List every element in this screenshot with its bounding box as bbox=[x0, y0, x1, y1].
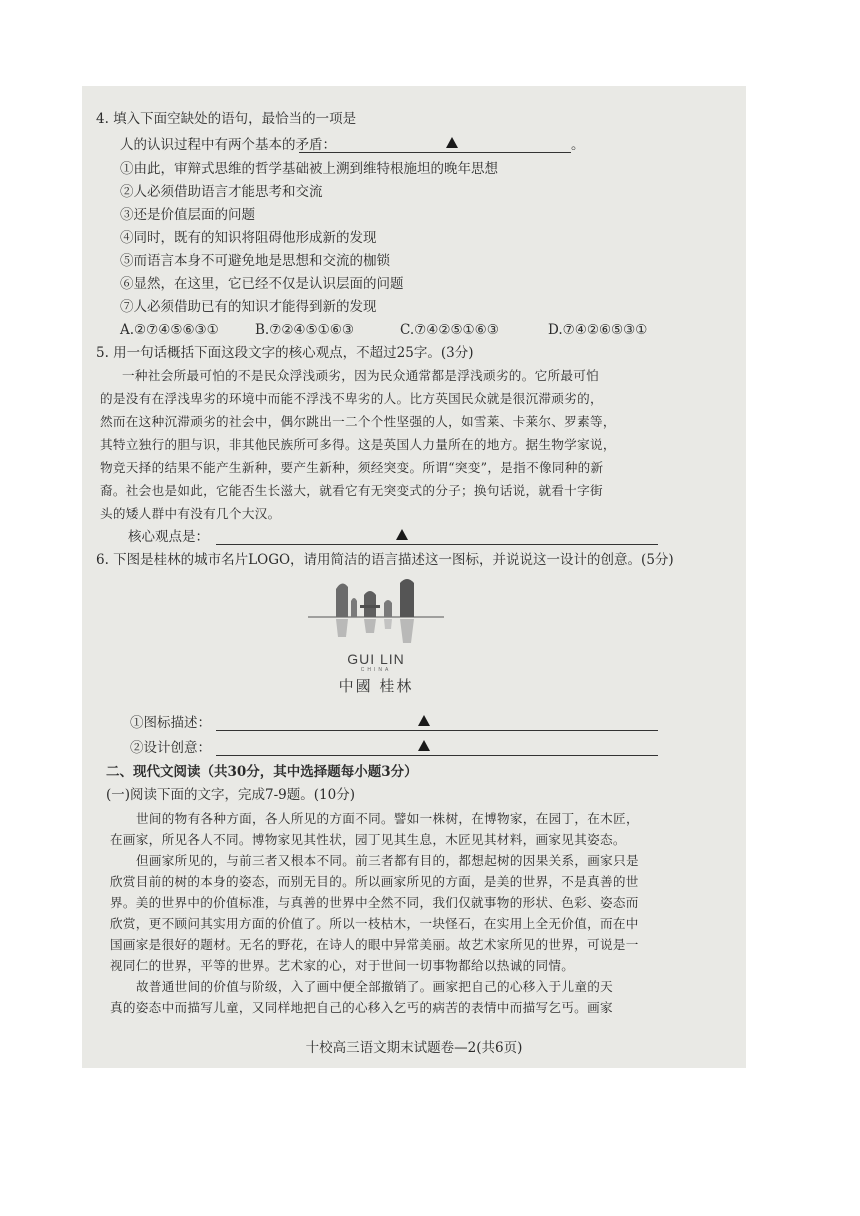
q4-choice-c: C.⑦④②⑤①⑥③ bbox=[400, 322, 499, 338]
q4-option: ②人必须借助语言才能思考和交流 bbox=[120, 184, 323, 200]
q4-option: ①由此，审辩式思维的哲学基础被上溯到维特根施坦的晚年思想 bbox=[120, 161, 498, 177]
q4-prompt: 人的认识过程中有两个基本的矛盾： bbox=[120, 137, 336, 153]
q5-passage-line: 一种社会所最可怕的不是民众浮浅顽劣，因为民众通常都是浮浅顽劣的。它所最可怕 bbox=[122, 368, 600, 383]
section2-title: 二、现代文阅读（共30分，其中选择题每小题3分） bbox=[106, 764, 418, 780]
q5-passage-line: 其特立独行的胆与识，非其他民族所可多得。这是英国人力量所在的地方。据生物学家说， bbox=[100, 437, 616, 452]
passage-line: 故普通世间的价值与阶级，入了画中便全部撤销了。画家把自己的心移入于儿童的天 bbox=[136, 979, 614, 994]
q5-passage-line: 然而在这种沉滞顽劣的社会中，偶尔跳出一二个个性坚强的人，如雪莱、卡莱尔、罗素等， bbox=[100, 414, 616, 429]
triangle-marker-icon bbox=[418, 715, 430, 726]
passage-line: 国画家是很好的题材。无名的野花，在诗人的眼中异常美丽。故艺术家所见的世界，可说是一 bbox=[110, 937, 639, 952]
logo-chinese-text: 中國 桂林 bbox=[338, 677, 414, 695]
q6-answer1-label: ①图标描述： bbox=[130, 715, 211, 731]
q6-answer1-blank bbox=[216, 730, 658, 731]
q5-passage-line: 物竞天择的结果不能产生新种，要产生新种，须经突变。所谓“突变”，是指不像同种的新 bbox=[100, 460, 604, 475]
karst-hills-icon bbox=[308, 575, 444, 661]
passage-line: 视同仁的世界，平等的世界。艺术家的心，对于世间一切事物都给以热诚的同情。 bbox=[110, 958, 575, 973]
q4-option: ⑤而语言本身不可避免地是思想和交流的枷锁 bbox=[120, 253, 390, 269]
q5-answer-label: 核心观点是： bbox=[128, 529, 209, 545]
passage-line: 界。美的世界中的价值标准，与真善的世界中全然不同，我们仅就事物的形状、色彩、姿态而 bbox=[110, 895, 639, 910]
q5-stem: 5. 用一句话概括下面这段文字的核心观点，不超过25字。(3分) bbox=[96, 345, 474, 361]
passage-line: 世间的物有各种方面，各人所见的方面不同。譬如一株树，在博物家，在园丁，在木匠， bbox=[136, 811, 639, 826]
passage-line: 在画家，所见各人不同。博物家见其性状，园丁见其生息，木匠见其材料，画家见其姿态。 bbox=[110, 832, 626, 847]
q6-stem: 6. 下图是桂林的城市名片LOGO，请用简洁的语言描述这一图标，并说说这一设计的创意。(5分) bbox=[96, 552, 674, 568]
q5-passage-line: 头的矮人群中有没有几个大汉。 bbox=[100, 506, 281, 521]
q5-passage-line: 的是没有在浮浅卑劣的环境中而能不浮浅不卑劣的人。比方英国民众就是很沉滞顽劣的， bbox=[100, 391, 603, 406]
q4-answer-blank bbox=[299, 152, 571, 153]
q4-stem: 4. 填入下面空缺处的语句，最恰当的一项是 bbox=[96, 111, 357, 127]
logo-text: GUI LIN bbox=[347, 651, 405, 667]
triangle-marker-icon bbox=[396, 529, 408, 540]
triangle-marker-icon bbox=[446, 137, 458, 148]
q5-passage-line: 裔。社会也是如此，它能否生长滋大，就看它有无突变式的分子；换句话说，就看十字街 bbox=[100, 483, 603, 498]
passage-line: 欣赏，更不顾问其实用方面的价值了。所以一枝枯木，一块怪石，在实用上全无价值，而在中 bbox=[110, 916, 639, 931]
q4-choice-b: B.⑦②④⑤①⑥③ bbox=[255, 322, 354, 338]
passage-line: 真的姿态中而描写儿童，又同样地把自己的心移入乞丐的病苦的表情中而描写乞丐。画家 bbox=[110, 1000, 613, 1015]
q4-option: ④同时，既有的知识将阻碍他形成新的发现 bbox=[120, 230, 377, 246]
q4-option: ⑦人必须借助已有的知识才能得到新的发现 bbox=[120, 299, 377, 315]
q4-option: ③还是价值层面的问题 bbox=[120, 207, 255, 223]
q4-choice-a: A.②⑦④⑤⑥③① bbox=[120, 322, 219, 338]
q4-choice-d: D.⑦④②⑥⑤③① bbox=[548, 322, 648, 338]
section2-subtitle: (一)阅读下面的文字，完成7-9题。(10分) bbox=[106, 787, 355, 803]
q4-option: ⑥显然，在这里，它已经不仅是认识层面的问题 bbox=[120, 276, 404, 292]
triangle-marker-icon bbox=[418, 740, 430, 751]
passage-line: 但画家所见的，与前三者又根本不同。前三者都有目的，都想起树的因果关系，画家只是 bbox=[136, 853, 639, 868]
guilin-city-logo bbox=[308, 575, 444, 701]
q6-answer2-blank bbox=[216, 755, 658, 756]
q4-prompt-end: 。 bbox=[571, 137, 585, 153]
q5-answer-blank bbox=[216, 544, 658, 545]
q6-answer2-label: ②设计创意： bbox=[130, 740, 211, 756]
logo-subtext: CHINA bbox=[360, 667, 392, 673]
page-footer: 十校高三语文期末试题卷—2(共6页) bbox=[305, 1040, 523, 1056]
exam-page bbox=[82, 86, 746, 1068]
passage-line: 欣赏目前的树的本身的姿态，而别无目的。所以画家所见的方面，是美的世界，不是真善的世 bbox=[110, 874, 639, 889]
